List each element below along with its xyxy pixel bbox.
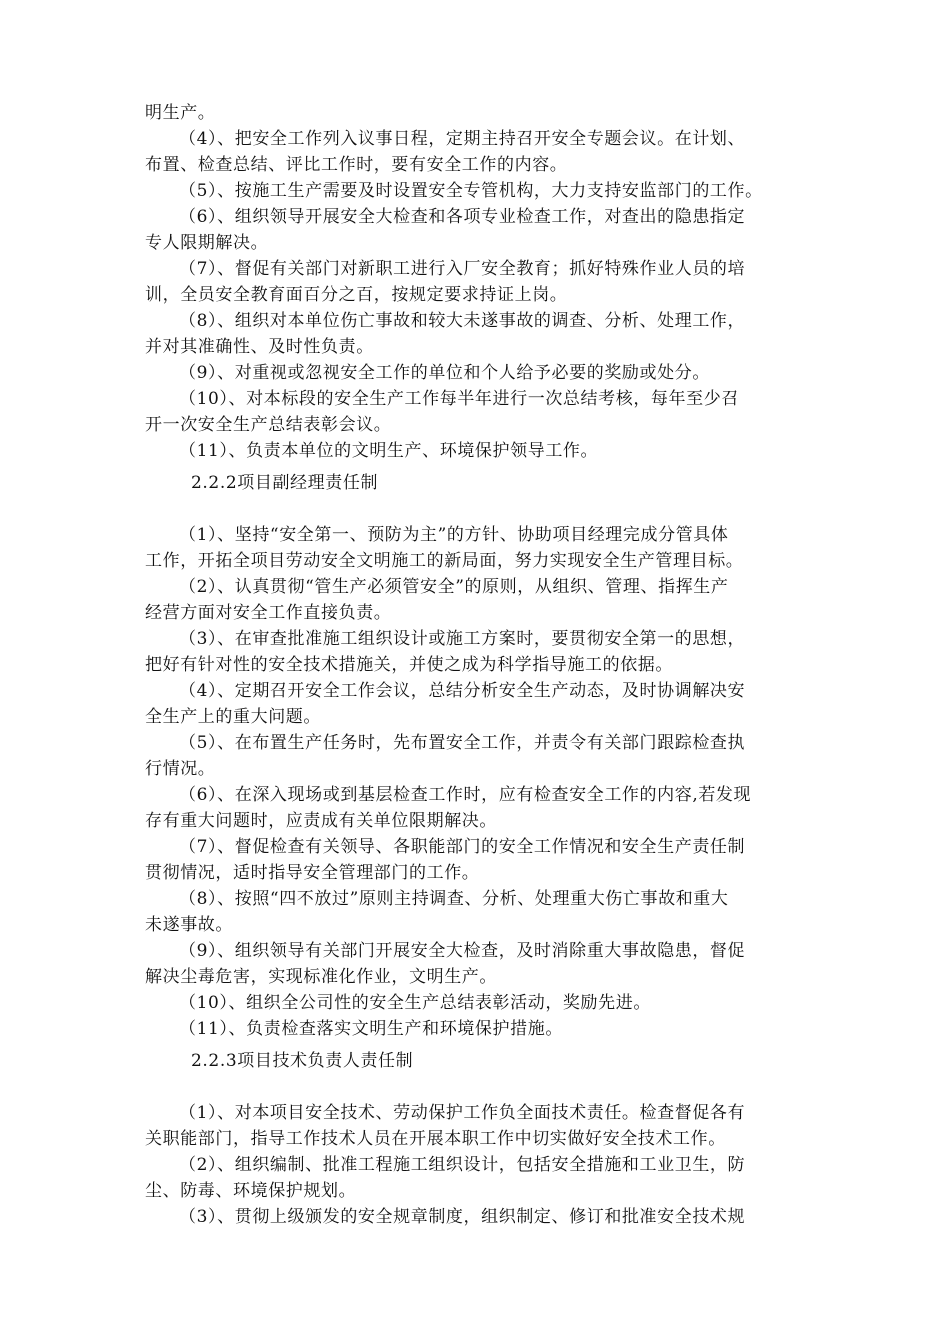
paragraph-line: （4）、定期召开安全工作会议，总结分析安全生产动态，及时协调解决安 [179,681,746,701]
paragraph-line: （5）、在布置生产任务时，先布置安全工作，并责令有关部门跟踪检查执 [179,733,746,753]
paragraph-line: （10）、对本标段的安全生产工作每半年进行一次总结考核，每年至少召 [179,389,739,409]
paragraph-line: 布置、检查总结、评比工作时，要有安全工作的内容。 [145,155,568,175]
paragraph-line: （1）、坚持“安全第一、预防为主”的方针、协助项目经理完成分管具体 [179,525,729,545]
document-page [145,100,805,1230]
paragraph-line: 明生产。 [145,103,216,123]
paragraph-line: （8）、组织对本单位伤亡事故和较大未遂事故的调查、分析、处理工作， [179,311,746,331]
paragraph-line: （3）、贯彻上级颁发的安全规章制度，组织制定、修订和批准安全技术规 [179,1207,746,1227]
paragraph-line: （2）、认真贯彻“管生产必须管安全”的原则，从组织、管理、指挥生产 [179,577,729,597]
paragraph-line: 经营方面对安全工作直接负责。 [145,603,392,623]
paragraph-line: 训，全员安全教育面百分之百，按规定要求持证上岗。 [145,285,568,305]
paragraph-line: （11）、负责检查落实文明生产和环境保护措施。 [179,1019,563,1039]
paragraph-line: 开一次安全生产总结表彰会议。 [145,415,392,435]
paragraph-line: （2）、组织编制、批准工程施工组织设计，包括安全措施和工业卫生，防 [179,1155,746,1175]
paragraph-line: （5）、按施工生产需要及时设置安全专管机构，大力支持安监部门的工作。 [179,181,763,201]
paragraph-line: （6）、在深入现场或到基层检查工作时，应有检查安全工作的内容,若发现 [179,785,752,805]
paragraph-line: 未遂事故。 [145,915,233,935]
paragraph-line: 工作，开拓全项目劳动安全文明施工的新局面，努力实现安全生产管理目标。 [145,551,744,571]
paragraph-line: （7）、督促有关部门对新职工进行入厂安全教育；抓好特殊作业人员的培 [179,259,746,279]
paragraph-line: 贯彻情况，适时指导安全管理部门的工作。 [145,863,480,883]
paragraph-line: 并对其准确性、及时性负责。 [145,337,374,357]
paragraph-line: 全生产上的重大问题。 [145,707,321,727]
paragraph-line: 关职能部门，指导工作技术人员在开展本职工作中切实做好安全技术工作。 [145,1129,726,1149]
paragraph-line: （6）、组织领导开展安全大检查和各项专业检查工作，对查出的隐患指定 [179,207,746,227]
paragraph-line: 把好有针对性的安全技术措施关，并使之成为科学指导施工的依据。 [145,655,673,675]
paragraph-line: （1）、对本项目安全技术、劳动保护工作负全面技术责任。检查督促各有 [179,1103,746,1123]
paragraph-line: （7）、督促检查有关领导、各职能部门的安全工作情况和安全生产责任制 [179,837,746,857]
paragraph-line: 行情况。 [145,759,216,779]
paragraph-line: （3）、在审查批准施工组织设计或施工方案时，要贯彻安全第一的思想， [179,629,746,649]
paragraph-line: 解决尘毒危害，实现标准化作业，文明生产。 [145,967,497,987]
paragraph-line: （10）、组织全公司性的安全生产总结表彰活动，奖励先进。 [179,993,651,1013]
paragraph-line: （11）、负责本单位的文明生产、环境保护领导工作。 [179,441,599,461]
paragraph-line: （4）、把安全工作列入议事日程，定期主持召开安全专题会议。在计划、 [179,129,746,149]
section-heading-222: 2.2.2项目副经理责任制 [191,473,379,493]
paragraph-line: （8）、按照“四不放过”原则主持调查、分析、处理重大伤亡事故和重大 [179,889,729,909]
section-heading-223: 2.2.3项目技术负责人责任制 [191,1051,414,1071]
paragraph-line: （9）、组织领导有关部门开展安全大检查，及时消除重大事故隐患，督促 [179,941,746,961]
paragraph-line: （9）、对重视或忽视安全工作的单位和个人给予必要的奖励或处分。 [179,363,710,383]
paragraph-line: 尘、防毒、环境保护规划。 [145,1181,357,1201]
paragraph-line: 存有重大问题时，应责成有关单位限期解决。 [145,811,497,831]
paragraph-line: 专人限期解决。 [145,233,269,253]
